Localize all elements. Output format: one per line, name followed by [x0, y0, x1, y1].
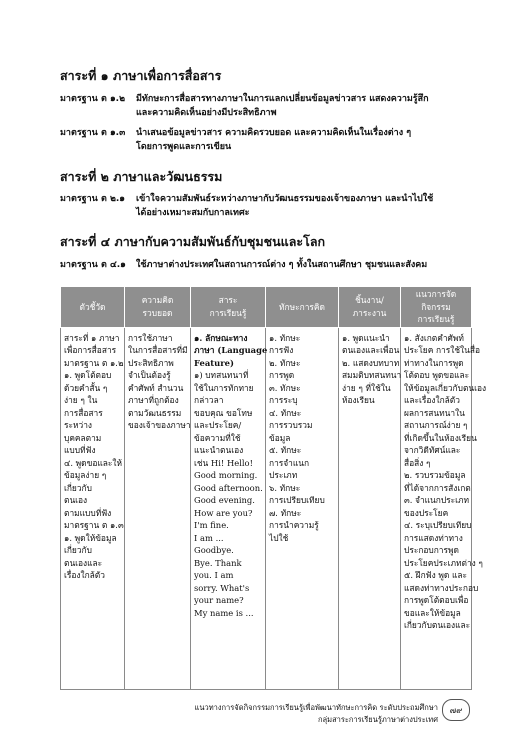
page-number: ๗๙ — [442, 699, 470, 721]
cell-line: สมมติบทสนทนา — [342, 370, 402, 380]
cell-line: ง่าย ๆ ใน — [64, 395, 98, 405]
cell-content — [191, 327, 266, 690]
cell-line: ตนเองและเพื่อน — [342, 345, 400, 355]
cell-line: I'm fine. — [194, 520, 229, 530]
cell-line: ๓. ทักษะ — [269, 382, 301, 393]
standard-line: ใช้ภาษาต่างประเทศในสถานการณ์ต่าง ๆ ทั้งในสถานศึกษา ชุมชนและสังคม — [136, 260, 428, 270]
learning-plan-table — [60, 286, 487, 690]
standard-line: มีทักษะการสื่อสารทางภาษาในการแลกเปลี่ยนข้อมูลข่าวสาร แสดงความรู้สึก — [136, 94, 429, 104]
cell-line: ๑. ทักษะ — [269, 332, 301, 343]
cell-concept — [125, 327, 191, 690]
cell-line: your name? — [194, 595, 244, 605]
cell-line: Good evening. — [194, 495, 255, 505]
cell-line: และประโยค/ — [194, 420, 242, 430]
cell-line: ๒. แสดงบทบาท — [342, 357, 400, 368]
cell-line: Good morning. — [194, 470, 258, 480]
cell-line: ๑. สังเกตคำศัพท์ — [404, 332, 464, 343]
cell-line: sorry. What's — [194, 582, 250, 593]
cell-line: จำเป็นต้องรู้ — [128, 370, 171, 380]
standard-line: ได้อย่างเหมาะสมกับกาลเทศะ — [136, 208, 250, 218]
cell-line: My name is ... — [194, 607, 254, 618]
standard-text — [136, 92, 531, 120]
section-title: สาระที่ ๔ ภาษากับความสัมพันธ์กับชุมชนและโลก — [60, 234, 326, 249]
header-tasks — [339, 287, 401, 328]
cell-line: จากวิดีทัศน์และ — [404, 445, 461, 455]
cell-line: ขอบคุณ ขอโทษ — [194, 407, 253, 418]
cell-line: กล่าวลา — [194, 395, 224, 405]
section-title: สาระที่ ๒ ภาษาและวัฒนธรรม — [60, 169, 223, 184]
header-content — [191, 287, 266, 328]
cell-line: มาตรฐาน ต ๑.๒ — [64, 357, 124, 368]
standard-code: มาตรฐาน ต ๒.๑ — [60, 194, 126, 204]
cell-line: ๔. ทักษะ — [269, 407, 302, 418]
cell-line: ที่เกิดขึ้นในห้องเรียน — [404, 432, 477, 443]
cell-line: สถานการณ์ง่าย ๆ — [404, 420, 468, 430]
cell-line: ๔. พูดขอและให้ — [64, 457, 123, 468]
cell-line: การแสดงท่าทาง — [404, 532, 463, 543]
cell-line: ประโยค การใช้ในสื่อ — [404, 345, 480, 355]
cell-line: ของประโยค — [404, 507, 449, 518]
cell-line: you. I am — [194, 570, 234, 580]
footer-line: กลุ่มสาระการเรียนรู้ภาษาต่างประเทศ — [318, 715, 438, 724]
cell-line: ๔. ระบุเปรียบเทียบ — [404, 520, 472, 530]
standard-item — [60, 126, 412, 152]
cell-line: ๕. ฝึกฟัง พูด และ — [404, 570, 467, 580]
cell-line: มาตรฐาน ต ๑.๓ — [64, 520, 124, 530]
cell-line: การจำแนก — [269, 457, 310, 468]
cell-line: ข้อมูลง่าย ๆ — [64, 470, 107, 480]
standard-line: โดยการพูดและการเขียน — [136, 142, 232, 152]
cell-line: เรื่องใกล้ตัว — [64, 570, 105, 580]
cell-line: ของเจ้าของภาษา — [128, 420, 191, 430]
standard-code: มาตรฐาน ต ๑.๓ — [60, 128, 126, 138]
header-concept — [125, 287, 191, 328]
header-label: ทักษะการคิด — [279, 301, 325, 312]
cell-line: การระบุ — [269, 395, 298, 405]
cell-line: สื่อสิ่ง ๆ — [404, 457, 431, 468]
cell-line: Bye. Thank — [194, 557, 242, 568]
cell-line: ๒. รวบรวมข้อมูล — [404, 470, 466, 480]
cell-line: ประสิทธิภาพ — [128, 357, 174, 368]
cell-line: ๑. พูดโต้ตอบ — [64, 370, 112, 380]
cell-line: ๕. ทักษะ — [269, 445, 302, 455]
cell-line: ตนเอง — [64, 495, 88, 505]
cell-line: ตามแบบที่ฟัง — [64, 507, 112, 518]
standard-item — [60, 258, 428, 272]
cell-line: ให้ข้อมูลเกี่ยวกับตนเอง — [404, 382, 487, 393]
standard-line: นำเสนอข้อมูลข่าวสาร ความคิดรวบยอด และความคิดเห็นในเรื่องต่าง ๆ — [136, 128, 412, 138]
cell-line: เพื่อการสื่อสาร — [64, 345, 117, 355]
cell-line: ๗. ทักษะ — [269, 507, 302, 518]
cell-line: ที่ได้จากการสังเกต — [404, 482, 471, 493]
cell-line: ง่าย ๆ ที่ใช้ใน — [342, 382, 391, 393]
standard-code: มาตรฐาน ต ๑.๒ — [60, 94, 126, 104]
cell-line: บุคคลตาม — [64, 432, 102, 443]
cell-line: แบบที่ฟัง — [64, 445, 96, 455]
cell-line: สาระที่ ๑ ภาษา — [64, 332, 120, 343]
standard-text — [136, 126, 531, 154]
cell-line: เกี่ยวกับ — [64, 545, 92, 555]
cell-line: การพูดโต้ตอบเพื่อ — [404, 595, 469, 605]
header-label: ตัวชี้วัด — [79, 301, 106, 312]
cell-line: การนำความรู้ — [269, 520, 319, 530]
cell-line: เกี่ยวกับตนเองและ — [404, 620, 471, 630]
cell-line: I am ... — [194, 532, 224, 543]
cell-line: ประโยคประเภทต่าง ๆ — [404, 557, 483, 568]
standard-line: และความคิดเห็นอย่างมีประสิทธิภาพ — [136, 108, 277, 118]
standard-item — [60, 192, 434, 218]
standard-code: มาตรฐาน ต ๔.๑ — [60, 260, 126, 270]
cell-line: การฟัง — [269, 345, 294, 355]
cell-tasks — [339, 327, 401, 690]
section-title: สาระที่ ๑ ภาษาเพื่อการสื่อสาร — [60, 68, 222, 83]
table-row — [61, 327, 472, 690]
cell-line: และเรื่องใกล้ตัว — [404, 395, 460, 405]
header-label: แนวการจัดกิจกรรม การเรียนรู้ — [415, 289, 457, 324]
header-indicator — [61, 287, 125, 328]
cell-line: Feature) — [194, 357, 234, 368]
cell-line: แนะนำตนเอง — [194, 445, 244, 455]
cell-line: การสื่อสาร — [64, 407, 103, 418]
cell-line: ภาษา (Language — [194, 345, 268, 355]
cell-line: แสดงท่าทางประกอบ — [404, 582, 479, 593]
standard-item — [60, 92, 429, 118]
cell-line: คำศัพท์ สำนวน — [128, 382, 184, 393]
standard-line: เข้าใจความสัมพันธ์ระหว่างภาษากับวัฒนธรรมของเจ้าของภาษา และนำไปใช้ — [136, 194, 434, 204]
cell-line: Goodbye. — [194, 545, 234, 555]
cell-line: เกี่ยวกับ — [64, 482, 92, 493]
cell-line: ๑. พูดให้ข้อมูล — [64, 532, 117, 543]
cell-line: ข้อมูล — [269, 432, 291, 443]
cell-line: ใช้ในการทักทาย — [194, 382, 254, 393]
standard-text — [136, 192, 531, 220]
header-thinking-skills — [266, 287, 339, 328]
cell-line: ในการสื่อสารที่มี — [128, 345, 188, 355]
cell-line: How are you? — [194, 507, 253, 518]
header-label: สาระ การเรียนรู้ — [209, 295, 247, 318]
header-label: ความคิด รวบยอด — [141, 295, 174, 318]
cell-line: การใช้ภาษา — [128, 332, 173, 343]
cell-line: ๒. ทักษะ — [269, 357, 301, 368]
cell-activities — [401, 327, 487, 690]
cell-line: ๑. พูดแนะนำ — [342, 332, 390, 343]
standard-text — [136, 258, 531, 272]
cell-line: ห้องเรียน — [342, 395, 375, 405]
cell-line: การเปรียบเทียบ — [269, 495, 325, 505]
cell-indicator — [61, 327, 125, 690]
cell-line: การรวบรวม — [269, 420, 313, 430]
footer-line: แนวทางการจัดกิจกรรมการเรียนรู้เพื่อพัฒนาทักษะการคิด ระดับประถมศึกษา — [194, 703, 438, 712]
header-label: ชิ้นงาน/ ภาระงาน — [352, 295, 387, 318]
cell-line: ประกอบการพูด — [404, 545, 459, 555]
cell-line: ภาษาที่ถูกต้อง — [128, 395, 179, 405]
cell-line: ๓. จำแนกประเภท — [404, 495, 470, 505]
cell-line: ตามวัฒนธรรม — [128, 407, 182, 418]
cell-line: ๑) บทสนทนาที่ — [194, 370, 249, 380]
cell-line: ท่าทางในการพูด — [404, 357, 464, 368]
cell-line: Good afternoon. — [194, 482, 263, 493]
cell-thinking-skills — [266, 327, 339, 690]
cell-line: ประเภท — [269, 470, 298, 480]
cell-line: โต้ตอบ พูดขอและ — [404, 370, 470, 380]
cell-line: ระหว่าง — [64, 420, 93, 430]
cell-line: เช่น Hi! Hello! — [194, 457, 253, 468]
cell-line: ด้วยคำสั้น ๆ — [64, 382, 108, 393]
cell-line: ผลการสนทนาใน — [404, 407, 465, 418]
cell-line: ๖. ทักษะ — [269, 482, 301, 493]
cell-line: ตนเองและ — [64, 557, 103, 568]
cell-line: ไปใช้ — [269, 532, 289, 543]
cell-line: ๑. ลักษณะทาง — [194, 332, 248, 343]
header-activities — [401, 287, 472, 328]
cell-line: ข้อความที่ใช้ — [194, 432, 241, 443]
cell-line: การพูด — [269, 370, 295, 380]
table-header-row — [61, 287, 472, 328]
cell-line: ขอและให้ข้อมูล — [404, 607, 461, 618]
